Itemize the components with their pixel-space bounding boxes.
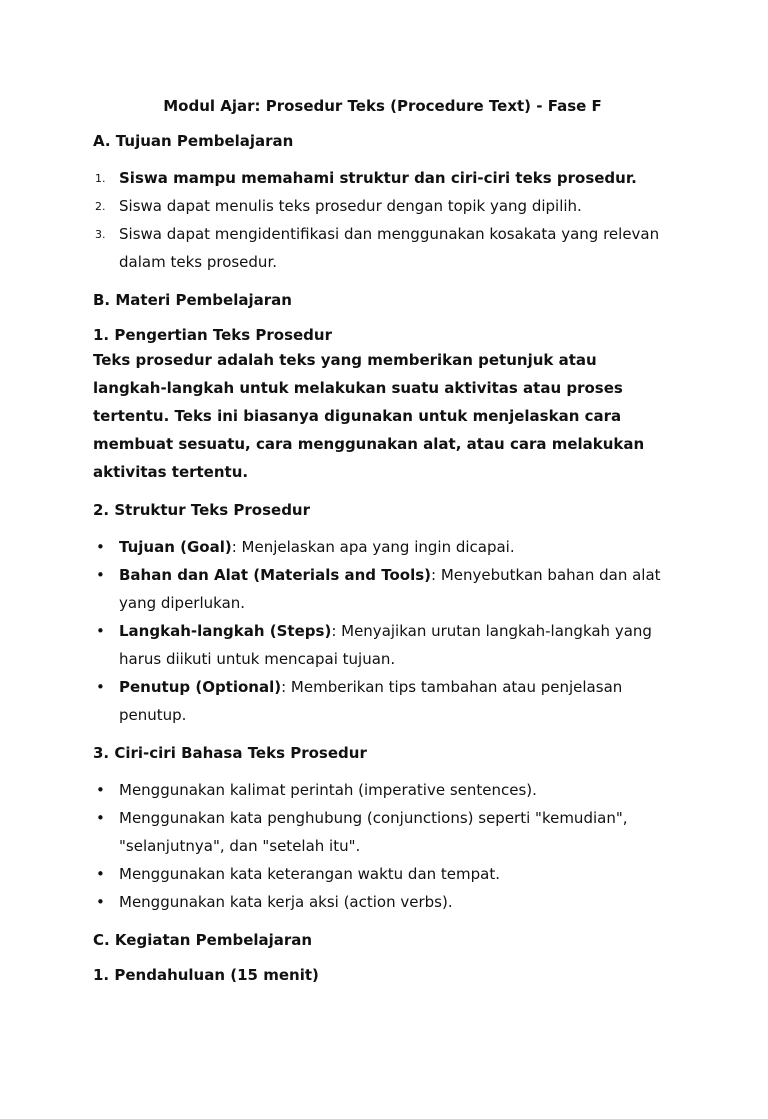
structure-desc: : Menyajikan urutan langkah-langkah yang harus diikuti untuk mencapai tujuan. [119, 622, 652, 668]
feature-text: Menggunakan kata kerja aksi (action verbs). [119, 893, 453, 911]
bullet-icon: • [96, 781, 105, 799]
feature-text: Menggunakan kalimat perintah (imperative sentences). [119, 781, 537, 799]
structure-term: Penutup (Optional) [119, 678, 282, 696]
objective-text: Siswa dapat menulis teks prosedur dengan topik yang dipilih. [119, 197, 582, 215]
list-item [93, 860, 672, 888]
list-item [93, 776, 672, 804]
subsection-language-features-heading: 3. Ciri-ciri Bahasa Teks Prosedur [93, 744, 367, 762]
structure-term: Bahan dan Alat (Materials and Tools) [119, 566, 432, 584]
section-b-heading: B. Materi Pembelajaran [93, 291, 292, 309]
list-item [93, 220, 672, 276]
list-item [93, 533, 672, 561]
list-item [93, 561, 672, 617]
list-item [93, 192, 672, 220]
section-a-heading: A. Tujuan Pembelajaran [93, 132, 294, 150]
objectives-list [93, 164, 672, 276]
list-number: 3. [95, 228, 106, 241]
structure-desc: : Memberikan tips tambahan atau penjelasan penutup. [119, 678, 623, 724]
list-item [93, 888, 672, 916]
document-page [0, 95, 768, 1119]
structure-desc: : Menyebutkan bahan dan alat yang diperlukan. [119, 566, 661, 612]
bullet-icon: • [96, 893, 105, 911]
bullet-icon: • [96, 566, 105, 584]
structure-term: Langkah-langkah (Steps) [119, 622, 332, 640]
objective-text: Siswa mampu memahami struktur dan ciri-ciri teks prosedur. [119, 169, 637, 187]
subsection-structure-heading: 2. Struktur Teks Prosedur [93, 501, 311, 519]
structure-list [93, 533, 672, 729]
bullet-icon: • [96, 538, 105, 556]
feature-text: Menggunakan kata penghubung (conjunctions) seperti "kemudian", "selanjutnya", dan "setelah itu". [119, 809, 628, 855]
bullet-icon: • [96, 865, 105, 883]
language-features-list [93, 776, 672, 916]
structure-desc: : Menjelaskan apa yang ingin dicapai. [231, 538, 515, 556]
list-number: 2. [95, 200, 106, 213]
list-item [93, 804, 672, 860]
feature-text: Menggunakan kata keterangan waktu dan tempat. [119, 865, 500, 883]
bullet-icon: • [96, 622, 105, 640]
bullet-icon: • [96, 809, 105, 827]
definition-paragraph: Teks prosedur adalah teks yang memberikan petunjuk atau langkah-langkah untuk melakukan suatu aktivitas atau proses tertentu. Teks ini biasanya digunakan untuk menjelaskan cara membuat sesuatu, cara menggunakan alat, atau cara melakukan aktivitas tertentu. [93, 351, 645, 481]
section-c-heading: C. Kegiatan Pembelajaran [93, 931, 313, 949]
subsection-definition-heading: 1. Pengertian Teks Prosedur [93, 326, 332, 344]
bullet-icon: • [96, 678, 105, 696]
document-title: Modul Ajar: Prosedur Teks (Procedure Text) - Fase F [163, 97, 602, 115]
objective-text: Siswa dapat mengidentifikasi dan menggunakan kosakata yang relevan dalam teks prosedur. [119, 225, 660, 271]
list-item [93, 617, 672, 673]
list-item [93, 164, 672, 192]
subsection-introduction-heading: 1. Pendahuluan (15 menit) [93, 966, 319, 984]
list-item [93, 673, 672, 729]
structure-term: Tujuan (Goal) [119, 538, 232, 556]
list-number: 1. [95, 172, 106, 185]
